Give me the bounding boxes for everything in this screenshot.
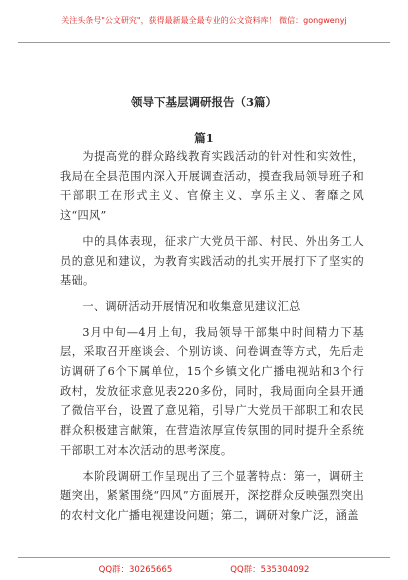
document-title: 领导下基层调研报告（3篇） — [130, 95, 277, 109]
footer-qq-group-2: QQ群：535304092 — [230, 565, 310, 575]
paragraph: 本阶段调研工作呈现出了三个显著特点：第一，调研主题突出，紧紧围绕“四风”方面展开，深挖群众反映强烈突出的农村文化广播电视建设问题；第二，调研对象广泛，涵盖 — [60, 469, 364, 522]
paragraph-heading: 一、调研活动开展情况和收集意见建议汇总 — [82, 299, 301, 313]
section-title: 篇1 — [194, 131, 214, 145]
paragraph: 中的具体表现，征求广大党员干部、村民、外出务工人员的意见和建议，为教育实践活动的扎实开展打下了坚实的基础。 — [60, 234, 364, 288]
footer-qq-group-1: QQ群：30265665 — [98, 565, 173, 575]
top-notice-text: 关注头条号"公文研究"，获得最新最全最专业的公文资料库！ 微信：gongwenyj — [61, 15, 347, 25]
paragraph: 3月中旬—4月上旬，我局领导干部集中时间精力下基层，采取召开座谈会、个别访谈、问卷调查等方式，先后走访调研了6个下属单位，15个乡镇文化广播电视站和3个行政村，发放征求意见表220多份，同时，我局面向全县开通了微信平台，设置了意见箱，引导广大党员干部职工和农民群众积极建言献策，在营造浓厚宣传氛围的同时提升全系统干部职工对本次活动的思考深度。 — [60, 325, 364, 457]
document-body — [60, 147, 364, 532]
paragraph: 为提高党的群众路线教育实践活动的针对性和实效性，我局在全县范围内深入开展调查活动，摸查我局领导班子和干部职工在形式主义、官僚主义、享乐主义、奢靡之风这“四风” — [60, 150, 364, 223]
footer-divider — [18, 557, 390, 558]
top-notice-bar — [0, 0, 408, 40]
footer-bar — [0, 560, 408, 578]
header-divider — [18, 42, 390, 43]
